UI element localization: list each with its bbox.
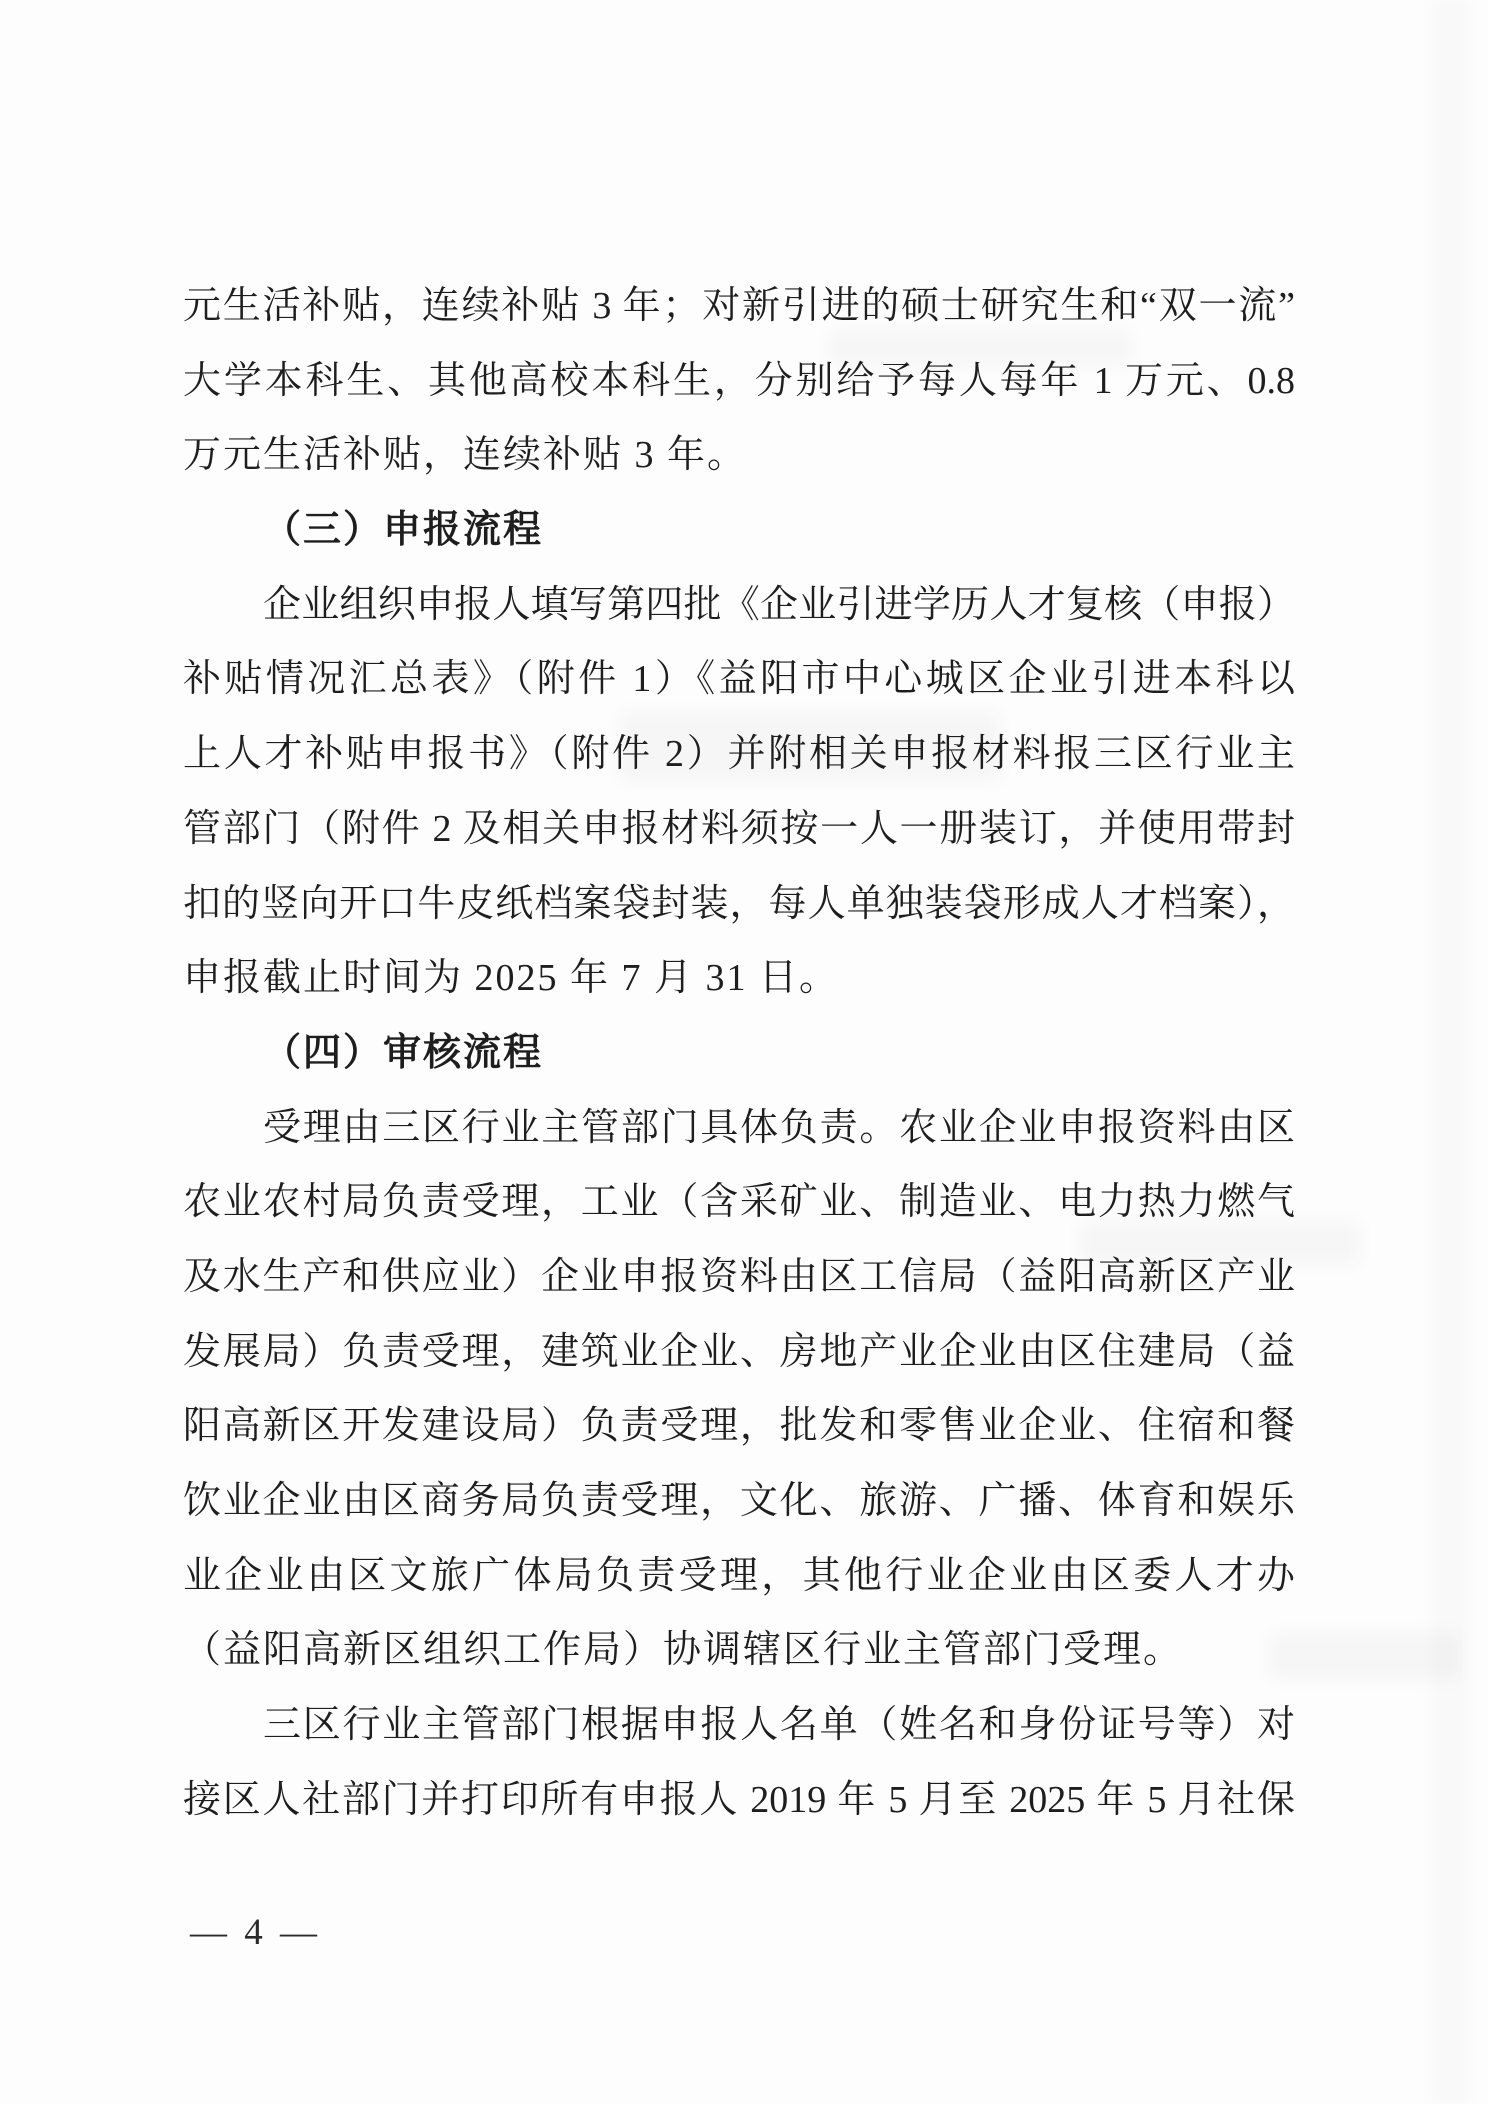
section-heading-3: （三）申报流程	[263, 509, 544, 552]
document-line: 发展局）负责受理，建筑业企业、房地产业企业由区住建局（益	[183, 1330, 1295, 1373]
section-heading-4: （四）审核流程	[263, 1031, 544, 1074]
document-line: 饮业企业由区商务局负责受理，文化、旅游、广播、体育和娱乐	[183, 1480, 1295, 1522]
page-number: — 4 —	[190, 1912, 321, 1953]
document-line: 元生活补贴，连续补贴 3 年；对新引进的硕士研究生和“双一流”	[183, 285, 1295, 327]
document-line: 阳高新区开发建设局）负责受理，批发和零售业企业、住宿和餐	[183, 1405, 1295, 1448]
document-line: 业企业由区文旅广体局负责受理，其他行业企业由区委人才办	[183, 1554, 1295, 1597]
document-line: 申报截止时间为 2025 年 7 月 31 日。	[183, 957, 840, 1000]
document-line: 大学本科生、其他高校本科生，分别给予每人每年 1 万元、0.8	[183, 359, 1295, 402]
document-line: 三区行业主管部门根据申报人名单（姓名和身份证号等）对	[263, 1704, 1295, 1747]
document-line: 企业组织申报人填写第四批《企业引进学历人才复核（申报）	[263, 583, 1295, 626]
document-line: 扣的竖向开口牛皮纸档案袋封装，每人单独装袋形成人才档案），	[183, 882, 1295, 925]
scan-bleed-artifact	[1270, 1632, 1460, 1680]
document-body	[183, 269, 1295, 1837]
document-line: 上人才补贴申报书》（附件 2）并附相关申报材料报三区行业主	[183, 733, 1295, 776]
document-line: 管部门（附件 2 及相关申报材料须按一人一册装订，并使用带封	[183, 807, 1295, 850]
document-line: 农业农村局负责受理，工业（含采矿业、制造业、电力热力燃气	[183, 1181, 1295, 1224]
document-line: （益阳高新区组织工作局）协调辖区行业主管部门受理。	[183, 1629, 1184, 1672]
document-line: 补贴情况汇总表》（附件 1）《益阳市中心城区企业引进本科以	[183, 658, 1295, 701]
document-line: 万元生活补贴，连续补贴 3 年。	[183, 434, 748, 477]
scan-edge-shading	[1430, 0, 1470, 2104]
document-line: 及水生产和供应业）企业申报资料由区工信局（益阳高新区产业	[183, 1255, 1295, 1298]
document-line: 受理由三区行业主管部门具体负责。农业企业申报资料由区	[263, 1106, 1295, 1149]
document-line: 接区人社部门并打印所有申报人 2019 年 5 月至 2025 年 5 月社保	[183, 1778, 1295, 1821]
